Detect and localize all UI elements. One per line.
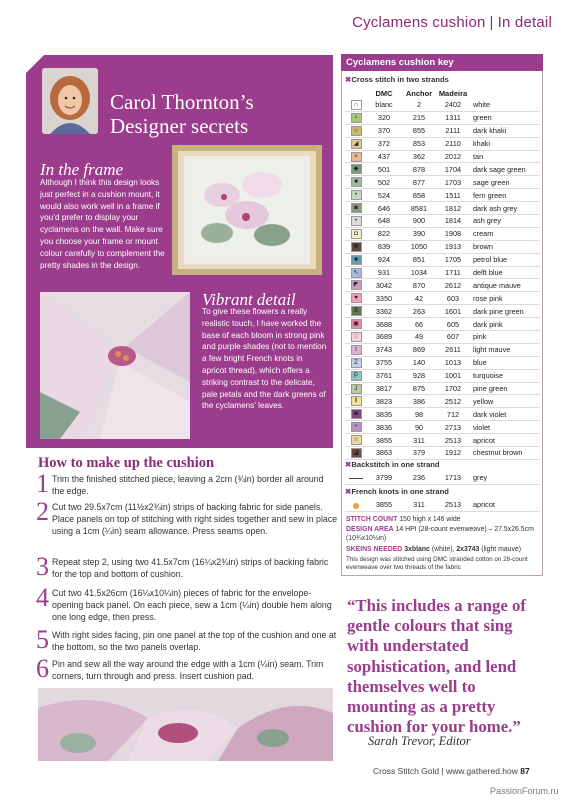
madeira-number: 1912 <box>437 447 469 460</box>
madeira-number: 1703 <box>437 176 469 189</box>
madeira-number: 1711 <box>437 266 469 279</box>
anchor-number: 869 <box>401 343 437 356</box>
symbol-swatch: × <box>351 152 362 162</box>
anchor-number: 215 <box>401 111 437 124</box>
symbol-swatch: ∩ <box>351 100 362 110</box>
vibrant-text: To give these flowers a really realistic touch, I have worked the base of each bloom in strong pink and purple shades (not to mention a few bright French knots in apricot thread), which offers a striking contrast to the delicate, pale petals and the dark greens of the cyclamens’ leaves. <box>202 307 327 411</box>
madeira-number: 2110 <box>437 137 469 150</box>
key-note: This design was stitched using DMC stranded cotton on 28-count evenweave over two threads of the fabric <box>346 556 528 571</box>
step-text: Trim the finished stitched piece, leaving a 2cm (¾in) border all around the edge. <box>52 474 324 496</box>
dmc-number: 924 <box>367 253 401 266</box>
key-row <box>345 253 540 266</box>
anchor-number: 2 <box>401 99 437 111</box>
symbol-swatch: ■ <box>351 177 362 187</box>
page-number: 87 <box>520 766 530 776</box>
dmc-number: 3817 <box>367 382 401 395</box>
symbol-cell <box>345 150 367 163</box>
design-area-value: 14 HPI (28-count evenweave) – 27.5x26.5cm (10¾x10½in) <box>346 526 534 542</box>
symbol-cell <box>345 137 367 150</box>
backstitch-line-icon <box>345 472 367 484</box>
anchor-number: 90 <box>401 421 437 434</box>
backstitch-table-wrap <box>345 472 540 485</box>
madeira-number: 1001 <box>437 369 469 382</box>
symbol-swatch: ✱ <box>351 242 362 252</box>
dmc-number: blanc <box>367 99 401 111</box>
thread-name: dark sage green <box>469 163 540 176</box>
dmc-number: 3689 <box>367 331 401 344</box>
key-row <box>345 266 540 279</box>
step-number: 5 <box>36 625 49 654</box>
header-section: In detail <box>497 14 552 31</box>
french-table-wrap <box>345 499 540 512</box>
symbol-swatch: ◢ <box>351 139 362 149</box>
symbol-swatch: ○ <box>351 126 362 136</box>
symbol-cell <box>345 189 367 202</box>
framed-design-image <box>172 145 322 275</box>
dmc-number: 3362 <box>367 305 401 318</box>
dmc-number: 502 <box>367 176 401 189</box>
madeira-number: 712 <box>437 408 469 421</box>
makeup-title: How to make up the cushion <box>38 455 215 471</box>
symbol-cell <box>345 434 367 447</box>
skeins-needed <box>346 545 540 554</box>
symbol-cell <box>345 343 367 356</box>
thread-name: ash grey <box>469 215 540 228</box>
symbol-cell <box>345 215 367 228</box>
anchor-number: 900 <box>401 215 437 228</box>
symbol-swatch: J <box>351 384 362 394</box>
symbol-cell <box>345 408 367 421</box>
skeins-value-2: 2x3743 <box>456 546 480 553</box>
symbol-swatch: ◪ <box>351 448 362 458</box>
symbol-cell <box>345 421 367 434</box>
thread-name: cream <box>469 227 540 240</box>
anchor-number: 1050 <box>401 240 437 253</box>
symbol-swatch: I <box>351 345 362 355</box>
anchor-number: 362 <box>401 150 437 163</box>
french-heading-text: French knots in one strand <box>351 487 449 496</box>
symbol-cell <box>345 395 367 408</box>
madeira-number: 1511 <box>437 189 469 202</box>
skeins-label: SKEINS NEEDED <box>346 546 403 553</box>
anchor-number: 878 <box>401 163 437 176</box>
thread-name: white <box>469 99 540 111</box>
madeira-number: 2012 <box>437 150 469 163</box>
key-row <box>345 447 540 460</box>
symbol-swatch: P <box>351 371 362 381</box>
key-row <box>345 434 540 447</box>
thread-name: brown <box>469 240 540 253</box>
step-text: Cut two 29.5x7cm (11½x2¾in) strips of backing fabric for side panels. Place panels on top of stitching with right sides together and sew in place using a 1cm (¼in) seam allowance. Press seams open. <box>52 502 338 536</box>
symbol-swatch: ↖ <box>351 268 362 278</box>
key-row <box>345 99 540 111</box>
step-number: 4 <box>36 583 49 612</box>
symbol-cell <box>345 240 367 253</box>
symbol-swatch: ‖ <box>351 396 362 406</box>
design-area <box>346 525 538 543</box>
symbol-swatch: ◤ <box>351 280 362 290</box>
designer-portrait <box>42 68 98 134</box>
stitch-closeup-photo <box>40 292 190 439</box>
key-row <box>345 279 540 292</box>
madeira-number: 1705 <box>437 253 469 266</box>
stitch-count-value: 150 high x 146 wide <box>399 516 461 523</box>
thread-name: tan <box>469 150 540 163</box>
thread-name: fern green <box>469 189 540 202</box>
symbol-swatch: ☆ <box>351 435 362 445</box>
symbol-cell <box>345 124 367 137</box>
backstitch-name: grey <box>469 472 540 484</box>
anchor-number: 386 <box>401 395 437 408</box>
anchor-number: 851 <box>401 253 437 266</box>
key-row <box>345 318 540 331</box>
symbol-swatch: ÷ <box>351 422 362 432</box>
frame-heading: In the frame <box>40 160 124 179</box>
stitch-count <box>346 515 538 524</box>
dmc-number: 370 <box>367 124 401 137</box>
watermark: PassionForum.ru <box>490 786 559 796</box>
backstitch-row <box>345 472 540 484</box>
thread-name: antique mauve <box>469 279 540 292</box>
footer-text: Cross Stitch Gold | www.gathered.how <box>373 766 518 776</box>
backstitch-anchor: 236 <box>401 472 437 484</box>
symbol-swatch: ▣ <box>351 319 362 329</box>
col-header-dmc: DMC <box>375 88 393 98</box>
symbol-swatch: $ <box>351 306 362 316</box>
dmc-number: 3836 <box>367 421 401 434</box>
key-row <box>345 421 540 434</box>
thread-name: blue <box>469 356 540 369</box>
portrait-image <box>42 68 98 134</box>
madeira-number: 2611 <box>437 343 469 356</box>
cross-heading-text: Cross stitch in two strands <box>351 75 449 84</box>
dmc-number: 3042 <box>367 279 401 292</box>
stitch-count-label: STITCH COUNT <box>346 516 398 523</box>
thread-name: green <box>469 111 540 124</box>
anchor-number: 390 <box>401 227 437 240</box>
dmc-number: 3761 <box>367 369 401 382</box>
key-row <box>345 408 540 421</box>
madeira-number: 603 <box>437 292 469 305</box>
anchor-number: 379 <box>401 447 437 460</box>
symbol-swatch: ♀ <box>351 113 362 123</box>
key-row <box>345 124 540 137</box>
thread-name: khaki <box>469 137 540 150</box>
header-divider: | <box>489 14 494 31</box>
anchor-number: 8581 <box>401 202 437 215</box>
thread-name: dark violet <box>469 408 540 421</box>
cross-icon: ✖ <box>345 460 352 469</box>
key-row <box>345 356 540 369</box>
madeira-number: 2713 <box>437 421 469 434</box>
anchor-number: 311 <box>401 434 437 447</box>
madeira-number: 607 <box>437 331 469 344</box>
french-name: apricot <box>469 499 540 511</box>
madeira-number: 2513 <box>437 434 469 447</box>
skeins-desc-1: (white), <box>431 546 455 553</box>
french-table <box>345 499 540 512</box>
madeira-number: 2402 <box>437 99 469 111</box>
key-row <box>345 343 540 356</box>
pull-quote: “This includes a range of gentle colours that sing with understated sophistication, and lend themselves well to mounting as a pretty cushion for your home.” <box>347 596 527 737</box>
anchor-number: 263 <box>401 305 437 318</box>
thread-name: pine green <box>469 382 540 395</box>
dmc-number: 3350 <box>367 292 401 305</box>
stitch-detail-photo <box>38 688 333 761</box>
symbol-col-header <box>345 87 367 99</box>
anchor-number: 877 <box>401 176 437 189</box>
cross-icon: ✖ <box>345 487 352 496</box>
symbol-cell <box>345 305 367 318</box>
anchor-number: 870 <box>401 279 437 292</box>
madeira-number: 1013 <box>437 356 469 369</box>
backstitch-heading-text: Backstitch in one strand <box>351 460 440 469</box>
madeira-number: 1601 <box>437 305 469 318</box>
dmc-number: 648 <box>367 215 401 228</box>
backstitch-table <box>345 472 540 485</box>
thread-name: sage green <box>469 176 540 189</box>
key-row <box>345 227 540 240</box>
key-row <box>345 111 540 124</box>
anchor-number: 858 <box>401 189 437 202</box>
key-row <box>345 137 540 150</box>
key-table <box>345 87 540 460</box>
madeira-number: 2612 <box>437 279 469 292</box>
madeira-number: 1913 <box>437 240 469 253</box>
dmc-number: 822 <box>367 227 401 240</box>
symbol-cell <box>345 176 367 189</box>
anchor-number: 875 <box>401 382 437 395</box>
thread-name: light mauve <box>469 343 540 356</box>
key-table-wrap <box>345 87 540 460</box>
key-row <box>345 176 540 189</box>
french-anchor: 311 <box>401 499 437 511</box>
key-row <box>345 369 540 382</box>
page-header <box>0 0 566 46</box>
madeira-number: 2512 <box>437 395 469 408</box>
anchor-number: 98 <box>401 408 437 421</box>
anchor-number: 853 <box>401 137 437 150</box>
dmc-number: 501 <box>367 163 401 176</box>
step-text: Pin and sew all the way around the edge with a 1cm (¼in) seam. Trim corners, turn through and press. Insert cushion pad. <box>52 659 324 681</box>
backstitch-dmc: 3799 <box>367 472 401 484</box>
madeira-number: 1814 <box>437 215 469 228</box>
key-row <box>345 331 540 344</box>
key-row <box>345 163 540 176</box>
key-table-body <box>345 99 540 459</box>
step-number: 6 <box>36 654 49 683</box>
french-madeira: 2513 <box>437 499 469 511</box>
step-number: 2 <box>36 497 49 526</box>
anchor-number: 42 <box>401 292 437 305</box>
cross-icon: ✖ <box>345 75 352 84</box>
symbol-cell <box>345 356 367 369</box>
thread-name: apricot <box>469 434 540 447</box>
thread-name: chestnut brown <box>469 447 540 460</box>
madeira-number: 1702 <box>437 382 469 395</box>
anchor-number: 140 <box>401 356 437 369</box>
dmc-number: 320 <box>367 111 401 124</box>
madeira-number: 2111 <box>437 124 469 137</box>
symbol-cell <box>345 253 367 266</box>
step-text: Repeat step 2, using two 41.5x7cm (16¼x2¾in) strips of backing fabric for the top and bottom of cushion. <box>52 557 329 579</box>
symbol-cell <box>345 227 367 240</box>
backstitch-heading <box>345 460 440 469</box>
thread-name: rose pink <box>469 292 540 305</box>
dmc-number: 437 <box>367 150 401 163</box>
thread-name: pink <box>469 331 540 344</box>
dmc-number: 372 <box>367 137 401 150</box>
madeira-number: 1311 <box>437 111 469 124</box>
step-text: With right sides facing, pin one panel at the top of the cushion and one at the bottom, so the two panels overlap. <box>52 630 337 652</box>
key-row <box>345 150 540 163</box>
dmc-number: 3863 <box>367 447 401 460</box>
symbol-swatch: Z <box>351 358 362 368</box>
thread-name: petrol blue <box>469 253 540 266</box>
dmc-number: 931 <box>367 266 401 279</box>
symbol-cell <box>345 447 367 460</box>
key-row <box>345 189 540 202</box>
anchor-number: 66 <box>401 318 437 331</box>
dmc-number: 3688 <box>367 318 401 331</box>
key-title: Cyclamens cushion key <box>341 54 543 71</box>
anchor-number: 928 <box>401 369 437 382</box>
skeins-value-1: 3xblanc <box>404 546 430 553</box>
stitch-detail-image <box>38 688 333 761</box>
key-row <box>345 305 540 318</box>
madeira-number: 1908 <box>437 227 469 240</box>
key-table-header <box>345 87 540 99</box>
symbol-swatch: ♡ <box>351 332 362 342</box>
symbol-cell <box>345 318 367 331</box>
step-number: 3 <box>36 552 49 581</box>
symbol-cell <box>345 266 367 279</box>
step-text: Cut two 41.5x26cm (16¼x10¼in) pieces of fabric for the envelope-opening back panel. On each piece, sew a 1cm (¼in) double hem along one long edge, then press. <box>52 588 332 622</box>
quote-author: Sarah Trevor, Editor <box>368 734 471 748</box>
symbol-swatch: ♥ <box>351 293 362 303</box>
madeira-number: 1704 <box>437 163 469 176</box>
dmc-number: 839 <box>367 240 401 253</box>
key-row <box>345 382 540 395</box>
thread-name: dark pink <box>469 318 540 331</box>
key-row <box>345 202 540 215</box>
symbol-cell <box>345 279 367 292</box>
cross-stitch-heading <box>345 75 449 84</box>
designer-title: Carol Thornton’s Designer secrets <box>110 90 254 138</box>
thread-name: dark pine green <box>469 305 540 318</box>
french-knots-heading <box>345 487 449 496</box>
symbol-cell <box>345 369 367 382</box>
header-title <box>352 14 552 31</box>
key-row <box>345 292 540 305</box>
symbol-cell <box>345 202 367 215</box>
thread-name: dark ash grey <box>469 202 540 215</box>
skeins-desc-2: (light mauve) <box>481 546 522 553</box>
name-col-header <box>469 87 540 99</box>
thread-name: violet <box>469 421 540 434</box>
symbol-swatch: ◘ <box>351 229 362 239</box>
symbol-cell <box>345 292 367 305</box>
vibrant-heading: Vibrant detail <box>202 290 296 309</box>
dmc-number: 646 <box>367 202 401 215</box>
symbol-cell <box>345 382 367 395</box>
madeira-number: 605 <box>437 318 469 331</box>
page-footer <box>373 766 530 776</box>
symbol-swatch: ◙ <box>351 203 362 213</box>
anchor-number: 1034 <box>401 266 437 279</box>
header-article-title: Cyclamens cushion <box>352 14 486 31</box>
symbol-swatch: ◆ <box>351 164 362 174</box>
frame-text: Although I think this design looks just perfect in a cushion mount, it would also work well in a frame if you’d prefer to display your cyclamens on the wall. Make sure you choose your frame or mount colour carefully to complement the pretty shades in the design. <box>40 178 165 270</box>
french-knot-dot-icon <box>345 499 367 511</box>
anchor-number: 49 <box>401 331 437 344</box>
key-row <box>345 215 540 228</box>
thread-name: yellow <box>469 395 540 408</box>
dmc-number: 3743 <box>367 343 401 356</box>
dmc-number: 524 <box>367 189 401 202</box>
french-dmc: 3855 <box>367 499 401 511</box>
anchor-number: 855 <box>401 124 437 137</box>
french-knot-row <box>345 499 540 511</box>
key-row <box>345 395 540 408</box>
symbol-cell <box>345 99 367 111</box>
backstitch-madeira: 1713 <box>437 472 469 484</box>
framed-design-photo <box>172 145 322 275</box>
symbol-swatch: • <box>351 216 362 226</box>
dmc-number: 3835 <box>367 408 401 421</box>
thread-name: delft blue <box>469 266 540 279</box>
symbol-swatch: ■ <box>351 255 362 265</box>
madeira-number: 1812 <box>437 202 469 215</box>
symbol-swatch: • <box>351 190 362 200</box>
col-header-madeira: Madeira <box>438 88 468 98</box>
symbol-swatch: ◙ <box>351 409 362 419</box>
stitch-closeup-image <box>40 292 190 439</box>
symbol-cell <box>345 111 367 124</box>
symbol-cell <box>345 163 367 176</box>
dmc-number: 3855 <box>367 434 401 447</box>
step-number: 1 <box>36 469 49 498</box>
thread-name: turquoise <box>469 369 540 382</box>
dmc-number: 3823 <box>367 395 401 408</box>
key-row <box>345 240 540 253</box>
design-area-label: DESIGN AREA <box>346 526 394 533</box>
dmc-number: 3755 <box>367 356 401 369</box>
thread-name: dark khaki <box>469 124 540 137</box>
col-header-anchor: Anchor <box>405 88 433 98</box>
symbol-cell <box>345 331 367 344</box>
